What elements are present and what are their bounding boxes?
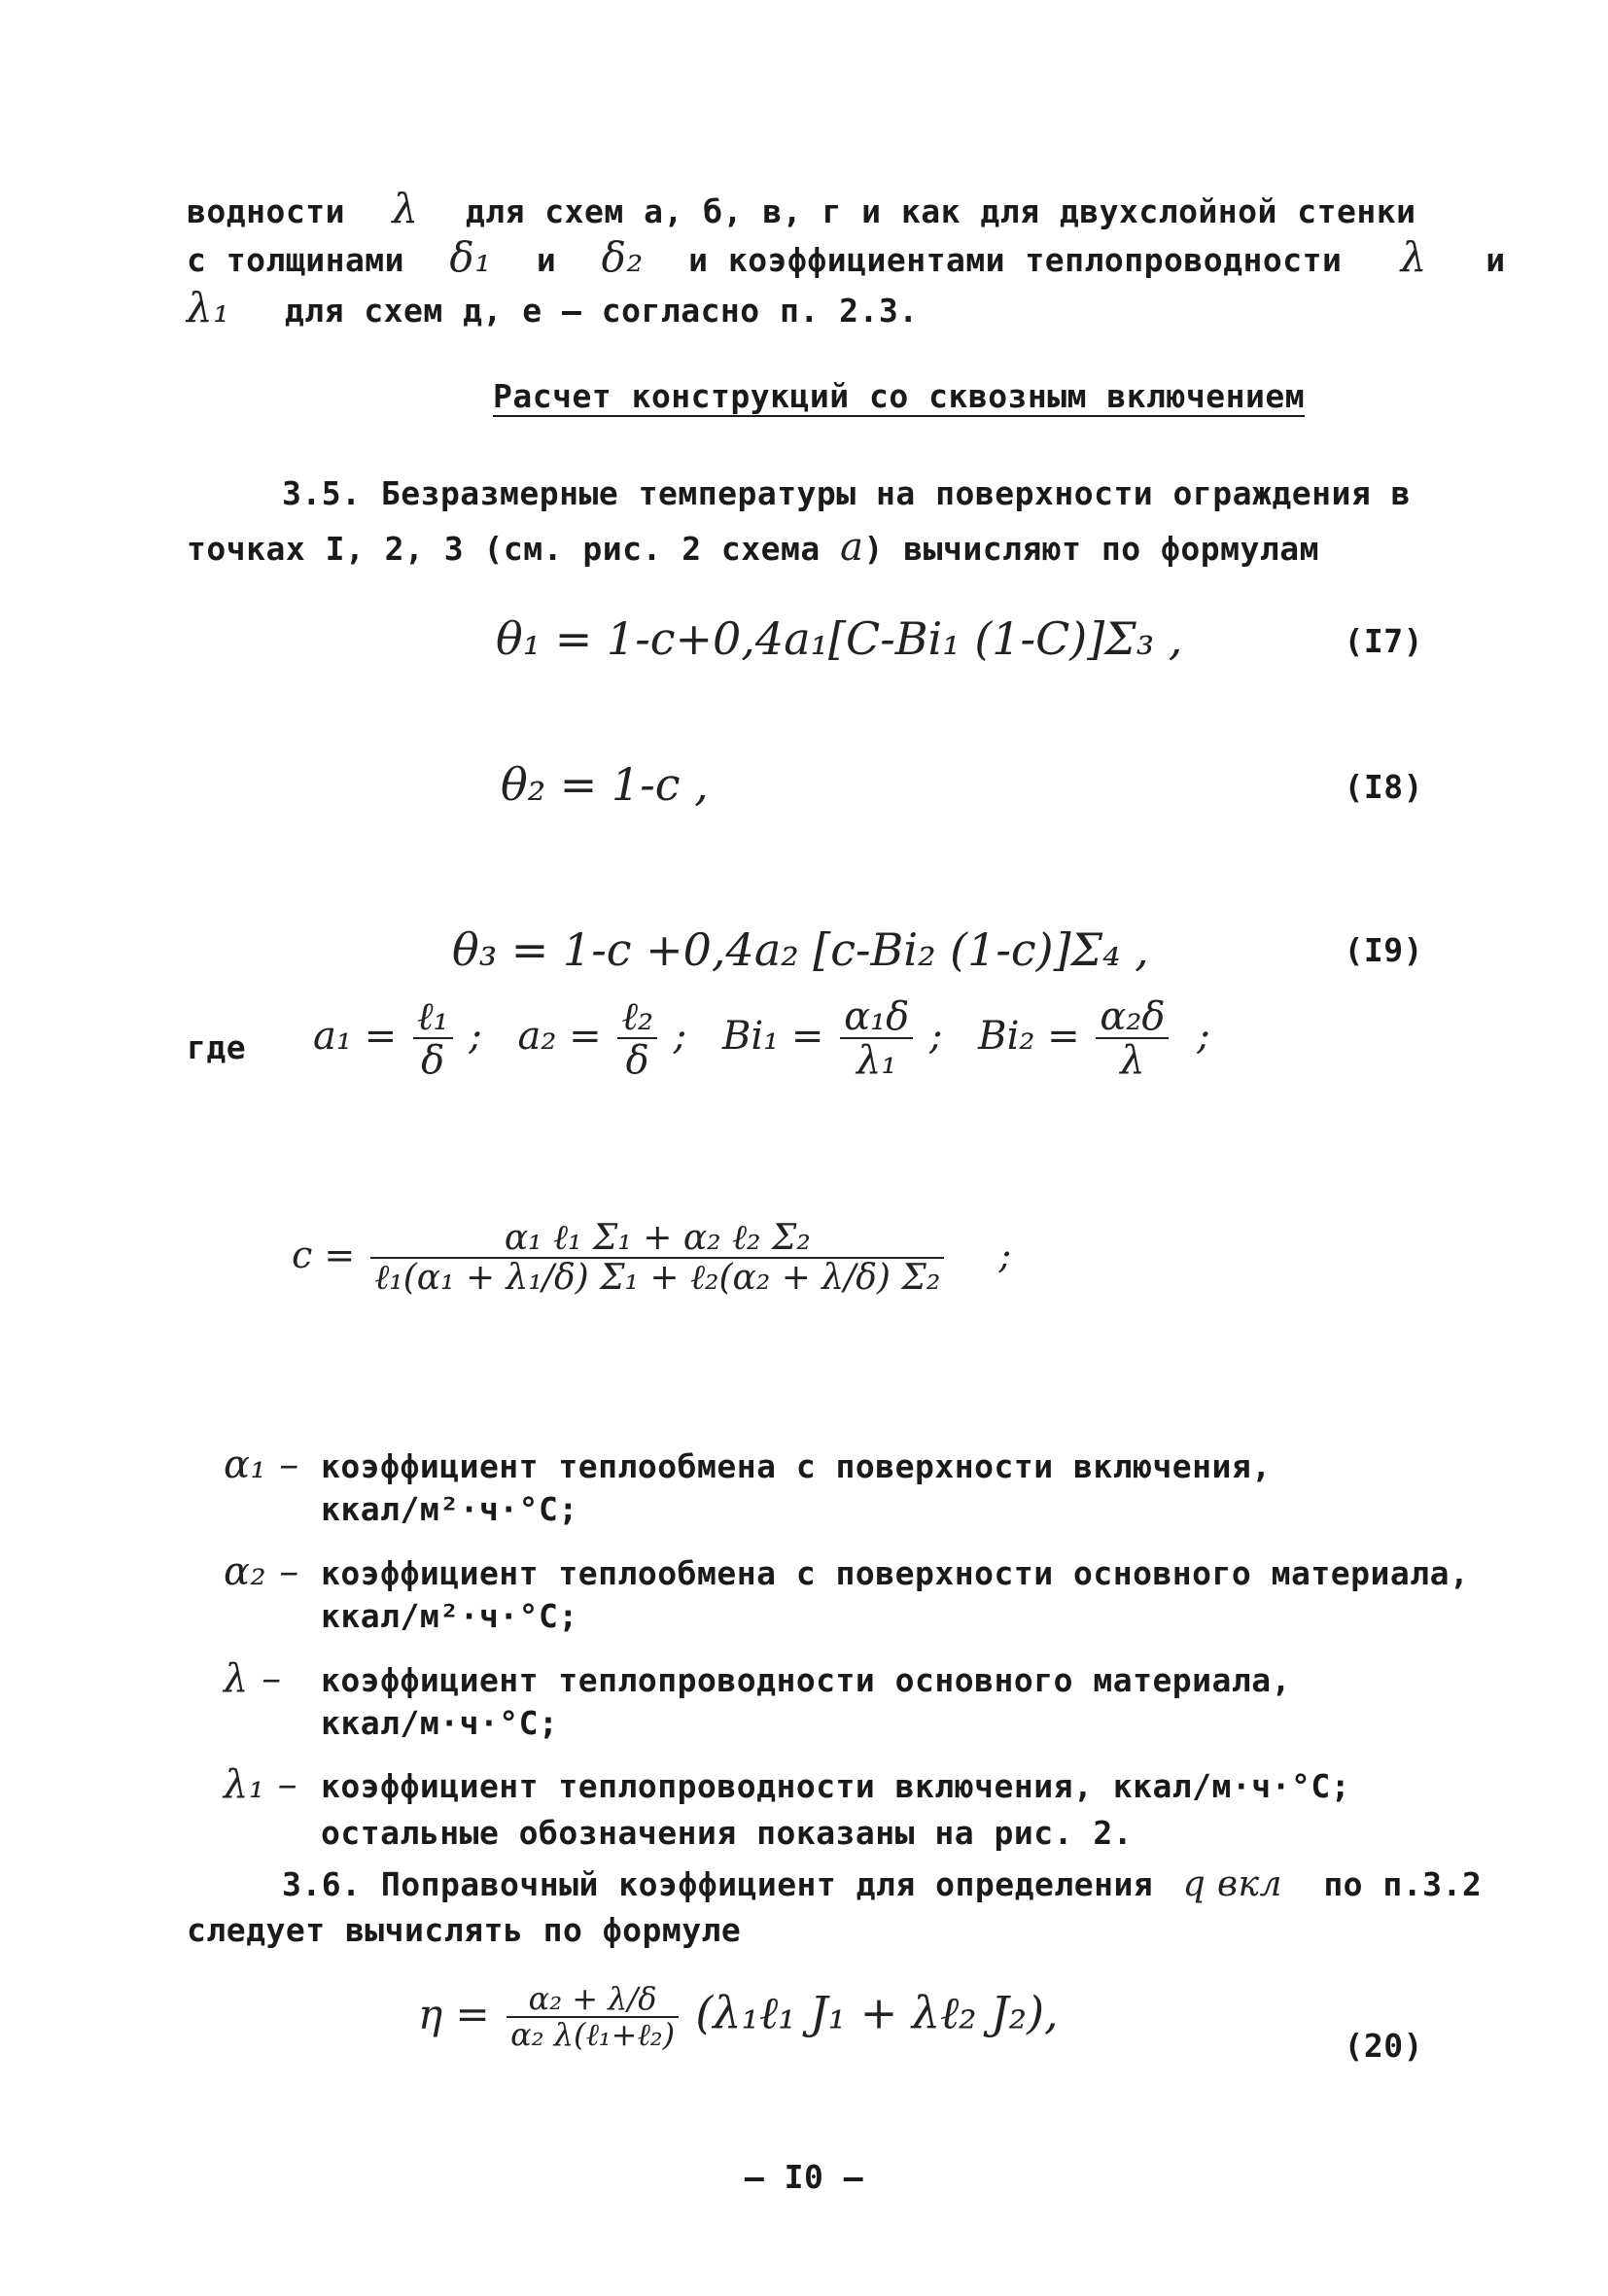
lambda-symbol: λ [1400, 233, 1427, 281]
intro-line-2 [187, 233, 1506, 281]
a1-fraction [413, 996, 453, 1082]
c-fraction [370, 1220, 944, 1297]
delta2-symbol: δ₂ [601, 233, 644, 281]
eta-fraction [507, 1980, 679, 2053]
intro-text: для схем д, е – согласно п. 2.3. [284, 292, 919, 330]
equation-20-number: (20) [1344, 2027, 1423, 2065]
equation-18: θ₂ = 1-c , [501, 758, 709, 811]
a1-term: a₁ = [313, 1014, 398, 1059]
fraction-denominator: δ [421, 1038, 445, 1083]
lambda1-symbol: λ₁ [187, 284, 230, 331]
lambda-symbol: λ – [224, 1656, 282, 1701]
intro-text: и коэффициентами теплопроводности [688, 241, 1343, 279]
separator: ; [673, 1014, 687, 1059]
fraction-denominator: ℓ₁(α₁ + λ₁/δ) Σ₁ + ℓ₂(α₂ + λ/δ) Σ₂ [374, 1257, 941, 1298]
equation-19: θ₃ = 1-c +0,4a₂ [c-Bi₂ (1-c)]Σ₄ , [452, 923, 1149, 976]
intro-text: для схем а, б, в, г и как для двухслойной стенки [465, 192, 1416, 230]
separator: ; [1197, 1014, 1210, 1059]
section-text: 3.6. Поправочный коэффициент для определения [282, 1865, 1154, 1903]
eta-rhs: (λ₁ℓ₁ J₁ + λℓ₂ J₂), [695, 1986, 1059, 2039]
delta1-symbol: δ₁ [449, 233, 492, 281]
alpha2-symbol: α₂ – [224, 1549, 299, 1594]
section-text: точках I, 2, 3 (см. рис. 2 схема [187, 530, 821, 568]
bi1-term: Bi₁ = [721, 1014, 824, 1059]
definition-lambda1 [224, 1761, 1350, 1857]
intro-text: и [1486, 241, 1506, 279]
definition-text: коэффициент теплообмена с поверхности основного материала, [321, 1554, 1470, 1592]
definition-alpha1 [224, 1444, 1272, 1531]
intro-line-3 [187, 284, 919, 331]
fraction-numerator: ℓ₁ [413, 996, 453, 1039]
separator: ; [928, 1014, 943, 1059]
eta-lhs: η = [418, 1990, 490, 2038]
equation-17: θ₁ = 1-c+0,4a₁[C-Bi₁ (1-C)]Σ₃ , [496, 612, 1183, 665]
section-heading: Расчет конструкций со сквозным включением [493, 377, 1306, 415]
definition-text: коэффициент теплопроводности включения, ккал/м·ч·°С; [321, 1767, 1351, 1805]
c-formula [292, 1220, 1011, 1297]
definition-lambda [224, 1657, 1291, 1745]
where-label: где [187, 1028, 247, 1066]
equation-20 [418, 1980, 1059, 2053]
fraction-numerator: ℓ₂ [617, 996, 657, 1039]
equation-19-number: (I9) [1344, 931, 1423, 969]
fraction-denominator: δ [625, 1038, 649, 1083]
definition-text: коэффициент теплопроводности основного материала, [321, 1661, 1292, 1699]
section-3-5-line-2 [187, 525, 1319, 570]
fraction-denominator: α₂ λ(ℓ₁+ℓ₂) [510, 2015, 676, 2053]
a2-fraction [617, 996, 657, 1082]
equation-17-number: (I7) [1344, 622, 1423, 660]
lambda-symbol: λ [392, 185, 419, 232]
scheme-a-symbol: a [840, 525, 864, 570]
equation-18-number: (I8) [1344, 768, 1423, 806]
bi2-fraction [1096, 996, 1169, 1082]
a2-term: a₂ = [517, 1014, 602, 1059]
fraction-numerator: α₂δ [1096, 996, 1169, 1039]
definition-text: остальные обозначения показаны на рис. 2. [321, 1814, 1134, 1852]
fraction-numerator: α₂ + λ/δ [507, 1983, 679, 2018]
definition-units: ккал/м²·ч·°С; [321, 1597, 578, 1635]
definition-units: ккал/м²·ч·°С; [321, 1490, 578, 1528]
intro-text: водности [187, 192, 345, 230]
fraction-numerator: α₁ ℓ₁ Σ₁ + α₂ ℓ₂ Σ₂ [370, 1220, 944, 1259]
bi1-fraction [840, 996, 913, 1082]
definition-units: ккал/м·ч·°С; [321, 1704, 559, 1742]
section-3-6-line-1 [282, 1864, 1482, 1904]
q-incl-symbol: q вкл [1182, 1864, 1282, 1904]
alpha1-symbol: α₁ – [224, 1443, 299, 1487]
section-3-6-line-2: следует вычислять по формуле [187, 1911, 742, 1949]
section-3-5-line-1: 3.5. Безразмерные температуры на поверхности ограждения в [282, 474, 1411, 512]
section-text: ) вычисляют по формулам [863, 530, 1319, 568]
definition-alpha2 [224, 1550, 1469, 1638]
separator: ; [469, 1014, 482, 1059]
c-lhs: c = [292, 1234, 356, 1277]
fraction-denominator: λ [1120, 1038, 1145, 1083]
intro-text: и [536, 241, 557, 279]
lambda1-symbol: λ₁ – [224, 1762, 298, 1807]
definition-text: коэффициент теплообмена с поверхности включения, [321, 1447, 1272, 1485]
page-number: – I0 – [744, 2158, 864, 2196]
fraction-denominator: λ₁ [856, 1038, 897, 1083]
separator: ; [998, 1234, 1012, 1277]
where-definitions [313, 996, 1210, 1082]
intro-text: с толщинами [187, 241, 405, 279]
intro-line-1 [187, 185, 1416, 232]
section-text: по п.3.2 [1323, 1865, 1483, 1903]
bi2-term: Bi₂ = [978, 1014, 1080, 1059]
fraction-numerator: α₁δ [840, 996, 913, 1039]
